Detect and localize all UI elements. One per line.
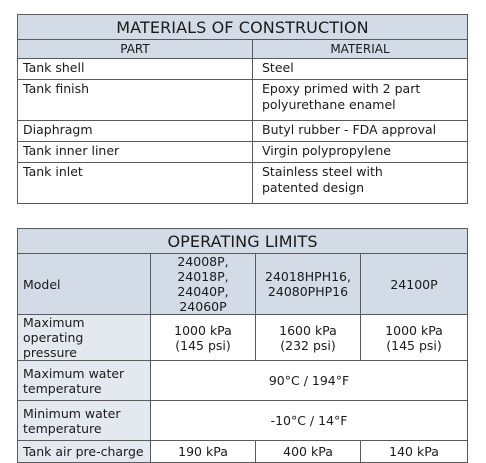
material-cell: Virgin polypropylene: [253, 142, 468, 163]
max-pressure-label: Maximum operating pressure: [18, 315, 151, 361]
model-cell: 24100P: [361, 254, 468, 315]
part-cell: Tank finish: [18, 80, 253, 121]
part-cell: Tank shell: [18, 59, 253, 80]
precharge-value: 190 kPa: [151, 441, 256, 463]
limits-title: OPERATING LIMITS: [18, 229, 468, 254]
model-cell: 24018HPH16, 24080PHP16: [256, 254, 361, 315]
material-cell: Epoxy primed with 2 part polyurethane enamel: [253, 80, 468, 121]
pressure-value: 1600 kPa (232 psi): [256, 315, 361, 361]
precharge-value: 400 kPa: [256, 441, 361, 463]
min-temp-value: -10°C / 14°F: [151, 401, 468, 441]
part-cell: Diaphragm: [18, 121, 253, 142]
part-cell: Tank inner liner: [18, 142, 253, 163]
materials-row: [18, 59, 468, 80]
precharge-label: Tank air pre-charge: [18, 441, 151, 463]
max-temp-row: [18, 361, 468, 401]
materials-row: [18, 142, 468, 163]
min-temp-row: [18, 401, 468, 441]
model-cell: 24008P, 24018P, 24040P, 24060P: [151, 254, 256, 315]
material-cell: Butyl rubber - FDA approval: [253, 121, 468, 142]
max-temp-value: 90°C / 194°F: [151, 361, 468, 401]
materials-row: [18, 163, 468, 204]
precharge-value: 140 kPa: [361, 441, 468, 463]
operating-limits-table: [17, 228, 468, 463]
precharge-row: [18, 441, 468, 463]
pressure-value: 1000 kPa (145 psi): [151, 315, 256, 361]
materials-row: [18, 80, 468, 121]
header-material: MATERIAL: [253, 40, 468, 59]
material-cell: Steel: [253, 59, 468, 80]
min-temp-label: Minimum water temperature: [18, 401, 151, 441]
materials-title: MATERIALS OF CONSTRUCTION: [18, 15, 468, 40]
pressure-value: 1000 kPa (145 psi): [361, 315, 468, 361]
model-label: Model: [18, 254, 151, 315]
max-temp-label: Maximum water temperature: [18, 361, 151, 401]
part-cell: Tank inlet: [18, 163, 253, 204]
model-row: [18, 254, 468, 315]
material-cell: Stainless steel with patented design: [253, 163, 468, 204]
header-part: PART: [18, 40, 253, 59]
materials-row: [18, 121, 468, 142]
materials-table: [17, 14, 468, 204]
max-pressure-row: [18, 315, 468, 361]
